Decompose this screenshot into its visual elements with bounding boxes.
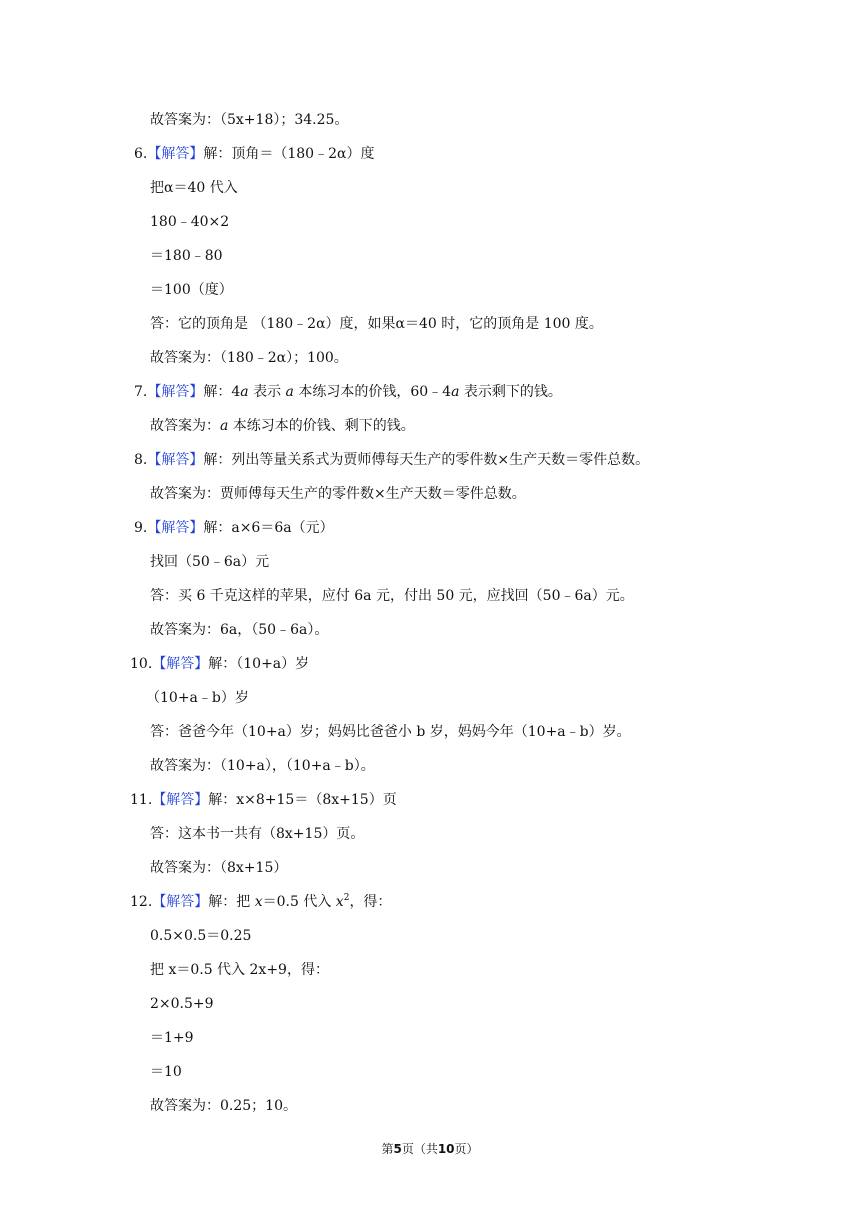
var: x: [254, 894, 263, 910]
answer-tag: 【解答】: [152, 656, 209, 672]
solution-line: ＝10: [150, 1064, 182, 1080]
answer-tag: 【解答】: [147, 520, 204, 536]
solution-line: ＝1+9: [150, 1030, 194, 1046]
question-number: 11.: [130, 792, 153, 808]
question-number: 7.: [134, 384, 148, 400]
solution-line: 答：买 6 千克这样的苹果，应付 6a 元，付出 50 元，应找回（50﹣6a）元。: [150, 588, 634, 604]
solution-text: 解：x×8+15＝（8x+15）页: [208, 792, 397, 808]
solution-9-header: [134, 518, 334, 538]
solution-text: 本练习本的价钱、剩下的钱。: [228, 418, 415, 434]
question-number: 12.: [130, 894, 153, 910]
solution-10-header: [130, 654, 309, 674]
solution-text: 表示剩下的钱。: [459, 384, 562, 400]
var: a: [451, 384, 460, 400]
solution-text: 解：a×6＝6a（元）: [203, 520, 334, 536]
answer-tag: 【解答】: [147, 146, 204, 162]
solution-line: 故答案为：（10+a），（10+a﹣b）。: [150, 758, 375, 774]
answer-line-8: 故答案为：贾师傅每天生产的零件数×生产天数＝零件总数。: [150, 486, 526, 502]
solution-8-header: [134, 450, 649, 470]
solution-line: 故答案为：6a，（50﹣6a）。: [150, 622, 329, 638]
solution-text: 本练习本的价钱，60﹣4: [293, 384, 452, 400]
solution-line: ＝100（度）: [150, 282, 233, 298]
solution-line: 2×0.5+9: [150, 996, 214, 1012]
solution-line: ＝180﹣80: [150, 248, 223, 264]
solution-line: （10+a﹣b）岁: [146, 690, 249, 706]
solution-line: 180﹣40×2: [150, 214, 230, 230]
solution-text: 解：（10+a）岁: [208, 656, 310, 672]
exponent: 2: [343, 893, 350, 903]
answer-line-7: [150, 416, 415, 436]
answer-line-5: 故答案为：（5x+18）；34.25。: [150, 112, 349, 128]
answer-tag: 【解答】: [152, 792, 209, 808]
var: a: [285, 384, 294, 400]
question-number: 9.: [134, 520, 148, 536]
solution-text: 解：把: [208, 894, 255, 910]
solution-line: 把 x＝0.5 代入 2x+9，得：: [150, 962, 329, 978]
solution-line: 找回（50﹣6a）元: [150, 554, 270, 570]
solution-text: ＝0.5 代入: [262, 894, 336, 910]
page-number: 5: [393, 1142, 402, 1156]
solution-text: 解：列出等量关系式为贾师傅每天生产的零件数×生产天数＝零件总数。: [203, 452, 650, 468]
solution-line: 答：它的顶角是 （180﹣2α）度，如果α＝40 时，它的顶角是 100 度。: [150, 316, 603, 332]
solution-11-header: [130, 790, 397, 810]
solution-line: 故答案为：0.25；10。: [150, 1098, 297, 1114]
solution-line: 故答案为：（180﹣2α）；100。: [150, 350, 348, 366]
var: a: [220, 418, 229, 434]
solution-line: 0.5×0.5＝0.25: [150, 928, 252, 944]
solution-12-header: [130, 892, 391, 912]
answer-tag: 【解答】: [147, 384, 204, 400]
footer-text: 第: [381, 1142, 394, 1156]
solution-text: 故答案为：: [150, 418, 220, 434]
footer-text: 页）: [454, 1142, 479, 1156]
solution-7-header: [134, 382, 562, 402]
answer-tag: 【解答】: [147, 452, 204, 468]
var: a: [240, 384, 249, 400]
solution-text: ，得：: [349, 894, 392, 910]
solution-text: 表示: [248, 384, 286, 400]
question-number: 10.: [130, 656, 153, 672]
solution-6-header: [134, 144, 374, 164]
footer-text: 页（共: [401, 1142, 438, 1156]
solution-line: 答：这本书一共有（8x+15）页。: [150, 826, 365, 842]
solution-line: 故答案为：（8x+15）: [150, 860, 288, 876]
question-number: 8.: [134, 452, 148, 468]
solution-line: 答：爸爸今年（10+a）岁；妈妈比爸爸小 b 岁，妈妈今年（10+a﹣b）岁。: [150, 724, 631, 740]
var: x: [335, 894, 344, 910]
page-footer: [0, 1140, 860, 1157]
question-number: 6.: [134, 146, 148, 162]
page-total: 10: [437, 1142, 455, 1156]
answer-tag: 【解答】: [152, 894, 209, 910]
solution-line: 把α＝40 代入: [150, 180, 238, 196]
solution-text: 解：4: [203, 384, 241, 400]
solution-text: 解：顶角＝（180﹣2α）度: [203, 146, 375, 162]
